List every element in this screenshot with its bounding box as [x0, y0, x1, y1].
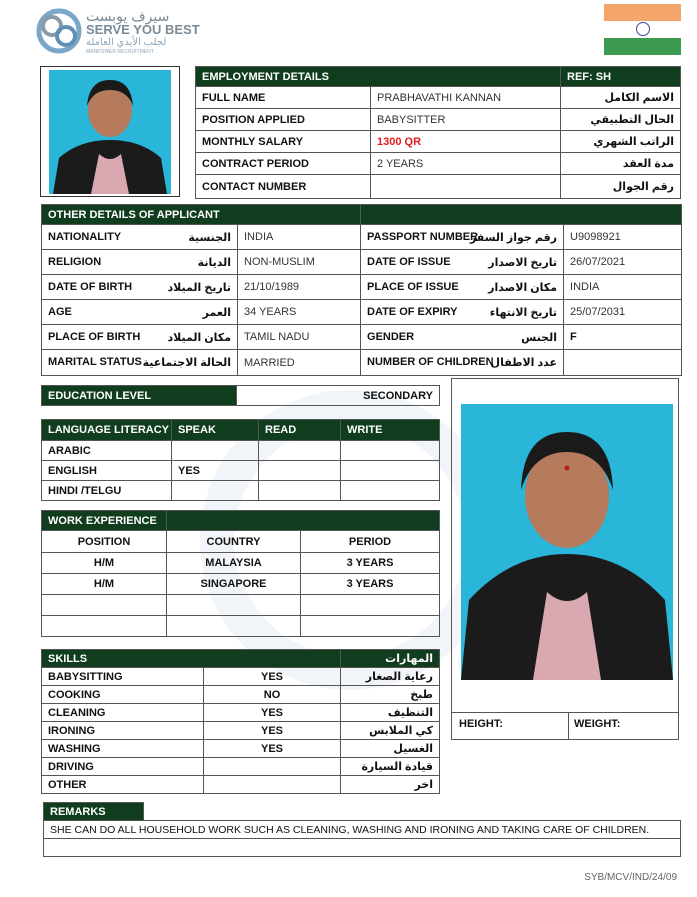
brand-tagline-en: MANPOWER RECRUITMENT — [86, 49, 154, 55]
other-details-table — [41, 204, 682, 376]
language-name: HINDI /TELGU — [42, 481, 172, 501]
other-value-2: INDIA — [564, 275, 682, 300]
skill-name-ar: طبخ — [341, 686, 440, 704]
other-value-2: F — [564, 325, 682, 350]
other-label-en: RELIGION — [48, 255, 102, 268]
other-label-2-ar: الجنس — [521, 331, 558, 344]
skills-header: SKILLS — [42, 650, 341, 668]
person-portrait-icon — [49, 70, 171, 194]
other-label-2 — [361, 325, 564, 350]
other-label-en: NATIONALITY — [48, 230, 122, 243]
language-row — [42, 481, 440, 501]
other-label — [42, 275, 238, 300]
language-write — [341, 481, 440, 501]
other-value: TAMIL NADU — [238, 325, 361, 350]
contact-value — [371, 175, 561, 199]
skill-name: BABYSITTING — [42, 668, 204, 686]
skill-row — [42, 704, 440, 722]
other-details-row — [42, 275, 682, 300]
other-label — [42, 225, 238, 250]
language-name: ARABIC — [42, 441, 172, 461]
brand-name-ar: سيرف يوبست — [86, 8, 170, 24]
person-portrait-large-icon — [461, 404, 673, 680]
skill-value: NO — [204, 686, 341, 704]
work-col-period: PERIOD — [301, 531, 440, 553]
education-label: EDUCATION LEVEL — [42, 386, 237, 406]
other-value-2: U9098921 — [564, 225, 682, 250]
employment-header: EMPLOYMENT DETAILS — [196, 67, 561, 87]
language-read — [259, 481, 341, 501]
other-label-en: DATE OF BIRTH — [48, 280, 133, 293]
other-label — [42, 350, 238, 376]
applicant-photo-small — [40, 66, 180, 197]
work-period: 3 YEARS — [301, 574, 440, 595]
work-row — [42, 595, 440, 616]
salary-label: MONTHLY SALARY — [196, 131, 371, 153]
language-name: ENGLISH — [42, 461, 172, 481]
work-position — [42, 616, 167, 637]
skill-row — [42, 740, 440, 758]
skill-name: OTHER — [42, 776, 204, 794]
skill-name-ar: اخر — [341, 776, 440, 794]
language-speak — [172, 481, 259, 501]
skill-row — [42, 686, 440, 704]
position-value: BABYSITTER — [371, 109, 561, 131]
skill-name-ar: قيادة السيارة — [341, 758, 440, 776]
language-read — [259, 441, 341, 461]
skill-value: YES — [204, 704, 341, 722]
work-position — [42, 595, 167, 616]
work-country — [167, 616, 301, 637]
skill-name: IRONING — [42, 722, 204, 740]
other-label-2-en: NUMBER OF CHILDREN — [367, 356, 494, 368]
other-value: 21/10/1989 — [238, 275, 361, 300]
skill-row — [42, 776, 440, 794]
work-position: H/M — [42, 553, 167, 574]
skill-name: DRIVING — [42, 758, 204, 776]
other-label-2-ar: عدد الاطفال — [490, 357, 558, 369]
other-value: 34 YEARS — [238, 300, 361, 325]
salary-label-ar: الراتب الشهري — [561, 131, 681, 153]
education-table — [41, 385, 440, 406]
contract-label-ar: مدة العقد — [561, 153, 681, 175]
other-label-en: AGE — [48, 305, 72, 318]
skill-row — [42, 758, 440, 776]
read-header: READ — [259, 420, 341, 441]
full-name-label: FULL NAME — [196, 87, 371, 109]
other-value: MARRIED — [238, 350, 361, 376]
work-row — [42, 616, 440, 637]
employment-details-table — [195, 66, 681, 199]
other-details-header: OTHER DETAILS OF APPLICANT — [42, 205, 361, 225]
skill-row — [42, 668, 440, 686]
skill-name-ar: التنظيف — [341, 704, 440, 722]
language-table — [41, 419, 440, 501]
skill-name-ar: كي الملابس — [341, 722, 440, 740]
contact-label-ar: رقم الجوال — [561, 175, 681, 199]
language-write — [341, 461, 440, 481]
other-label-2 — [361, 225, 564, 250]
other-label-2-ar: رقم جواز السفر — [469, 231, 558, 244]
weight-label: WEIGHT: — [574, 718, 621, 730]
other-label-ar: مكان الميلاد — [167, 331, 231, 344]
work-position: H/M — [42, 574, 167, 595]
position-label-ar: الحال التطبيقي — [561, 109, 681, 131]
brand-tagline-ar: لجلب الأيدي العاملة — [86, 37, 167, 48]
document-code: SYB/MCV/IND/24/09 — [584, 872, 677, 883]
skill-value — [204, 758, 341, 776]
work-row — [42, 574, 440, 595]
remarks-text: SHE CAN DO ALL HOUSEHOLD WORK SUCH AS CLEANING, WASHING AND IRONING AND TAKING CARE OF CHILDREN. — [44, 821, 681, 839]
other-details-row — [42, 250, 682, 275]
work-country: MALAYSIA — [167, 553, 301, 574]
other-label-2 — [361, 300, 564, 325]
work-header: WORK EXPERIENCE — [42, 511, 167, 531]
skill-value: YES — [204, 722, 341, 740]
language-write — [341, 441, 440, 461]
speak-header: SPEAK — [172, 420, 259, 441]
other-label-en: MARITAL STATUS — [48, 356, 142, 368]
other-label-2 — [361, 250, 564, 275]
other-details-row — [42, 225, 682, 250]
brand-logo-icon — [36, 8, 82, 54]
other-label-ar: العمر — [202, 306, 231, 319]
brand-logo — [36, 8, 206, 58]
contact-label: CONTACT NUMBER — [196, 175, 371, 199]
full-name-value: PRABHAVATHI KANNAN — [371, 87, 561, 109]
skill-row — [42, 722, 440, 740]
brand-name-en: SERVE YOU BEST — [86, 22, 200, 37]
skill-value: YES — [204, 740, 341, 758]
other-label-2 — [361, 350, 564, 376]
skill-name: COOKING — [42, 686, 204, 704]
skill-value: YES — [204, 668, 341, 686]
other-label-2-en: DATE OF EXPIRY — [367, 305, 458, 318]
salary-value: 1300 QR — [371, 131, 561, 153]
work-experience-table — [41, 510, 440, 637]
other-label-ar: الجنسية — [188, 231, 231, 244]
work-col-country: COUNTRY — [167, 531, 301, 553]
other-value: NON-MUSLIM — [238, 250, 361, 275]
ref-code: REF: SH — [561, 67, 681, 87]
skills-header-ar: المهارات — [341, 650, 440, 668]
other-value-2 — [564, 350, 682, 376]
contract-label: CONTRACT PERIOD — [196, 153, 371, 175]
other-details-row — [42, 350, 682, 376]
work-col-position: POSITION — [42, 531, 167, 553]
other-label — [42, 250, 238, 275]
height-label: HEIGHT: — [459, 718, 503, 730]
other-value-2: 26/07/2021 — [564, 250, 682, 275]
language-read — [259, 461, 341, 481]
other-label-2 — [361, 275, 564, 300]
other-label-2-en: PLACE OF ISSUE — [367, 280, 459, 293]
other-label-2-en: PASSPORT NUMBER — [367, 230, 479, 243]
skills-table — [41, 649, 440, 794]
language-header: LANGUAGE LITERACY — [42, 420, 172, 441]
education-value: SECONDARY — [237, 386, 440, 406]
other-label-ar: الحالة الاجتماعية — [142, 357, 231, 369]
other-label-2-en: GENDER — [367, 330, 415, 343]
other-label-2-ar: تاريخ الاصدار — [488, 256, 558, 269]
work-country — [167, 595, 301, 616]
work-period: 3 YEARS — [301, 553, 440, 574]
remarks-table — [43, 802, 681, 857]
language-speak — [172, 441, 259, 461]
other-details-row — [42, 325, 682, 350]
other-label — [42, 325, 238, 350]
remarks-header: REMARKS — [44, 803, 144, 821]
other-label-ar: تاريخ الميلاد — [167, 281, 231, 294]
language-row — [42, 461, 440, 481]
applicant-photo-large — [451, 378, 679, 740]
other-label — [42, 300, 238, 325]
full-name-label-ar: الاسم الكامل — [561, 87, 681, 109]
other-value-2: 25/07/2031 — [564, 300, 682, 325]
skill-name: WASHING — [42, 740, 204, 758]
other-label-ar: الديانة — [197, 256, 231, 269]
other-details-row — [42, 300, 682, 325]
skill-name: CLEANING — [42, 704, 204, 722]
work-row — [42, 553, 440, 574]
skill-name-ar: رعاية الصغار — [341, 668, 440, 686]
other-label-2-ar: تاريخ الانتهاء — [489, 306, 558, 319]
other-label-2-en: DATE OF ISSUE — [367, 255, 451, 268]
work-country: SINGAPORE — [167, 574, 301, 595]
other-value: INDIA — [238, 225, 361, 250]
india-flag — [604, 4, 681, 55]
skill-value — [204, 776, 341, 794]
work-period — [301, 616, 440, 637]
position-label: POSITION APPLIED — [196, 109, 371, 131]
contract-value: 2 YEARS — [371, 153, 561, 175]
write-header: WRITE — [341, 420, 440, 441]
other-label-2-ar: مكان الاصدار — [488, 281, 558, 294]
skill-name-ar: الغسيل — [341, 740, 440, 758]
language-speak: YES — [172, 461, 259, 481]
language-row — [42, 441, 440, 461]
work-period — [301, 595, 440, 616]
other-label-en: PLACE OF BIRTH — [48, 330, 141, 343]
